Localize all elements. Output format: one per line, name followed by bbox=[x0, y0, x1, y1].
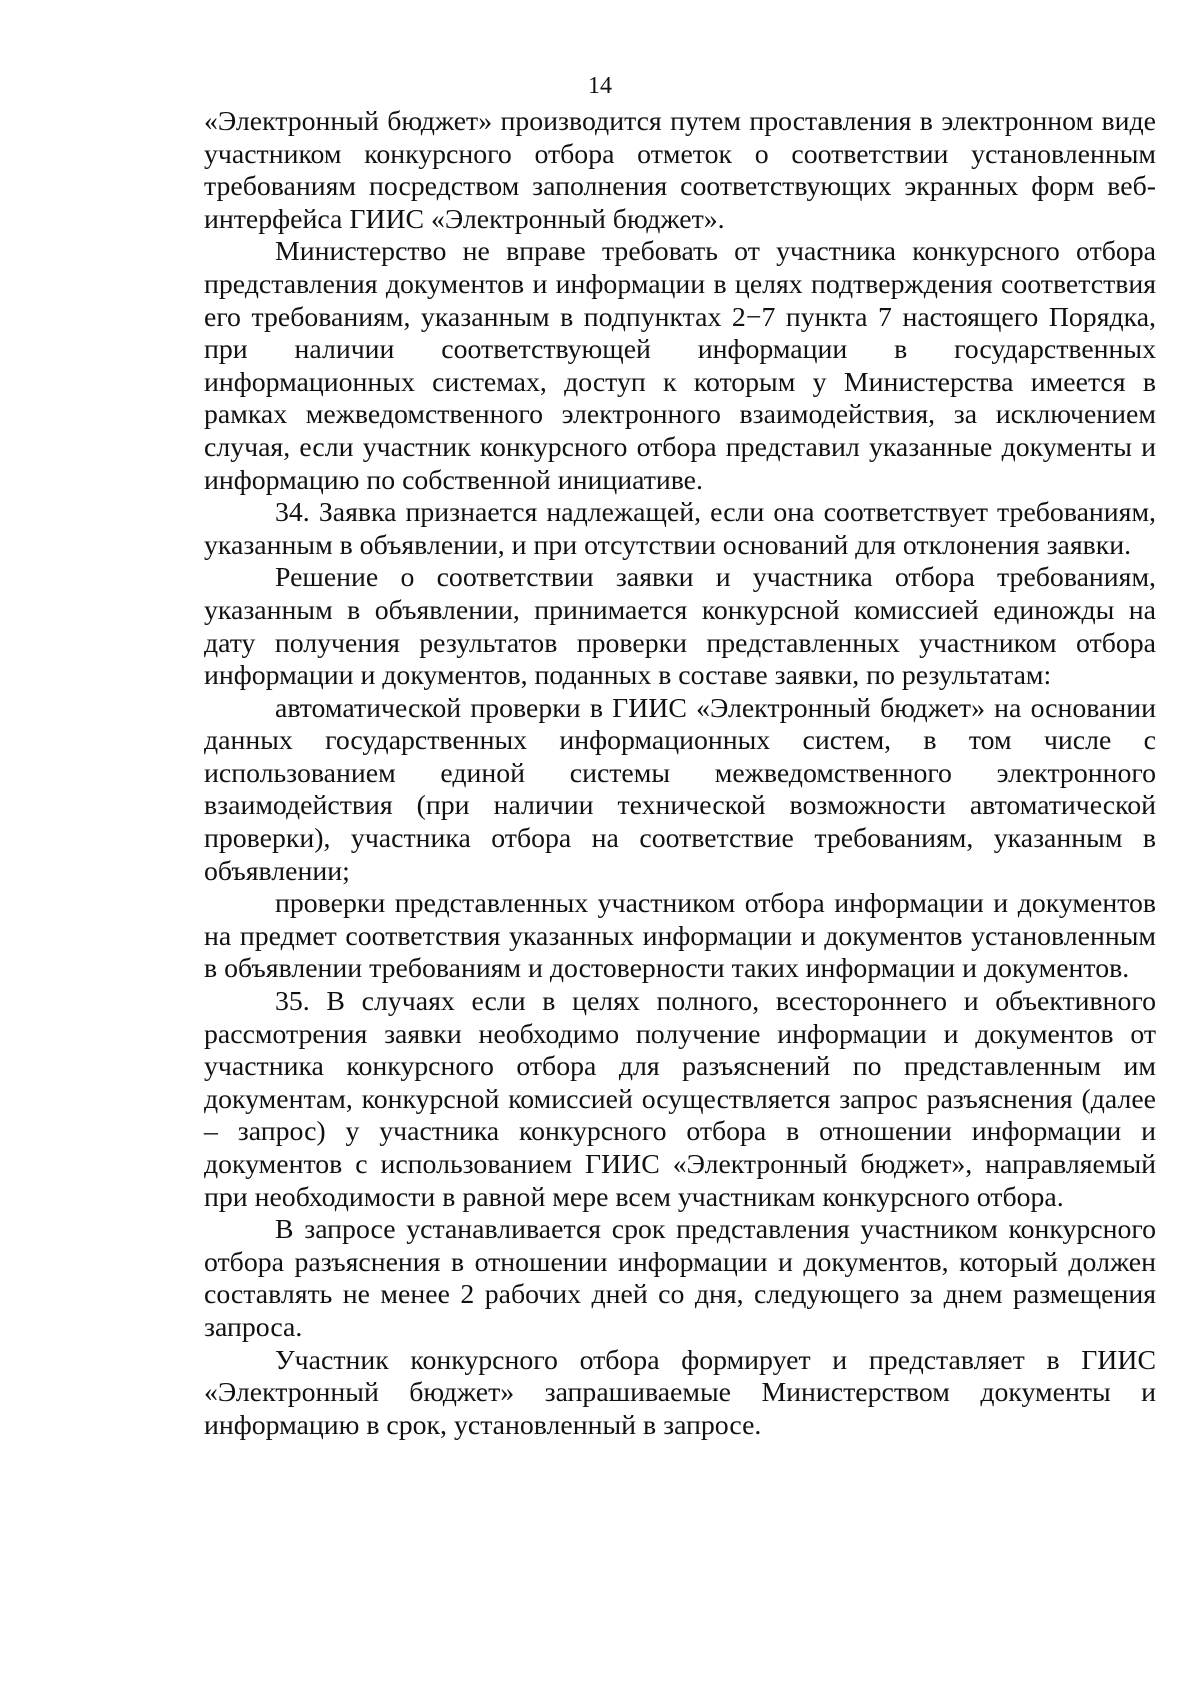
paragraph-document-check: проверки представленных участником отбора информации и документов на предмет соответствия указанных информации и документов установленным в объявлении требованиям и достоверности таких информации и документов. bbox=[204, 888, 1156, 985]
paragraph-decision: Решение о соответствии заявки и участника отбора требованиям, указанным в объявлении, принимается конкурсной комиссией единожды на дату получения результатов проверки представленных участником отбора информации и документов, поданных в составе заявки, по результатам: bbox=[204, 562, 1156, 692]
paragraph-item-34: 34. Заявка признается надлежащей, если она соответствует требованиям, указанным в объявлении, и при отсутствии оснований для отклонения заявки. bbox=[204, 497, 1156, 561]
paragraph-item-35: 35. В случаях если в целях полного, всестороннего и объективного рассмотрения заявки необходимо получение информации и документов от участника конкурсного отбора для разъяснений по представленным им документам, конкурсной комиссией осуществляется запрос разъяснения (далее – запрос) у участника конкурсного отбора в отношении информации и документов с использованием ГИИС «Электронный бюджет», направляемый при необходимости в равной мере всем участникам конкурсного отбора. bbox=[204, 986, 1156, 1213]
paragraph-ministry-documents: Министерство не вправе требовать от участника конкурсного отбора представления документов и информации в целях подтверждения соответствия его требованиям, указанным в подпунктах 2−7 пункта 7 настоящего Порядка, при наличии соответствующей информации в государственных информационных системах, доступ к которым у Министерства имеется в рамках межведомственного электронного взаимодействия, за исключением случая, если участник конкурсного отбора представил указанные документы и информацию по собственной инициативе. bbox=[204, 236, 1156, 496]
page-number: 14 bbox=[588, 73, 612, 99]
paragraph-request-deadline: В запросе устанавливается срок представления участником конкурсного отбора разъяснения в отношении информации и документов, который должен составлять не менее 2 рабочих дней со дня, следующего за днем размещения запроса. bbox=[204, 1214, 1156, 1343]
paragraph-participant-response: Участник конкурсного отбора формирует и представляет в ГИИС «Электронный бюджет» запрашиваемые Министерством документы и информацию в срок, установленный в запросе. bbox=[204, 1344, 1156, 1441]
paragraph-automatic-check: автоматической проверки в ГИИС «Электронный бюджет» на основании данных государственных информационных систем, в том числе с использованием единой системы межведомственного электронного взаимодействия (при наличии технической возможности автоматической проверки), участника отбора на соответствие требованиям, указанным в объявлении; bbox=[204, 692, 1156, 887]
paragraph-continuation: «Электронный бюджет» производится путем проставления в электронном виде участником конкурсного отбора отметок о соответствии установленным требованиям посредством заполнения соответствующих экранных форм веб-интерфейса ГИИС «Электронный бюджет». bbox=[204, 106, 1156, 235]
document-body bbox=[204, 106, 1156, 1442]
